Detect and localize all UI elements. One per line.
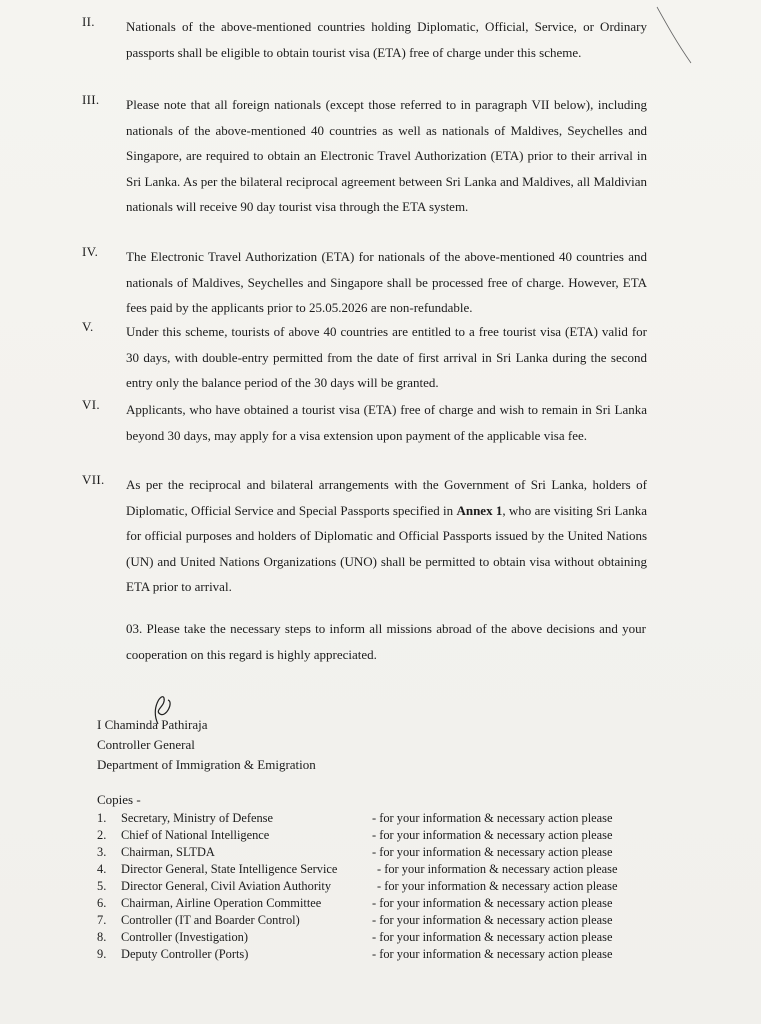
paragraph-iv [82,244,647,321]
paragraph-number: II. [82,14,95,29]
paragraph-vi [82,397,647,448]
copy-row [97,844,657,861]
pen-mark [655,5,695,65]
paragraph-text: Nationals of the above-mentioned countries holding Diplomatic, Official, Service, or Ordinary passports shall be eligible to obtain tourist visa (ETA) free of charge under this scheme. [126,19,647,60]
paragraph-number: VII. [82,472,105,487]
copy-row [97,912,657,929]
paragraph-v [82,319,647,396]
signature-block [97,715,316,775]
paragraph-number: III. [82,92,100,107]
paragraph-text: Please note that all foreign nationals (except those referred to in paragraph VII below), including nationals of the above-mentioned 40 countries as well as nationals of Maldives, Seychelles and Singapore, are required to obtain an Electronic Travel Authorization (ETA) prior to their arrival in Sri Lanka. As per the bilateral reciprocal agreement between Sri Lanka and Maldives, all Maldivian nationals will receive 90 day tourist visa through the ETA system. [126,97,647,215]
signatory-name: I Chaminda Pathiraja [97,717,208,732]
paragraph-text: Under this scheme, tourists of above 40 countries are entitled to a free tourist visa (ETA) valid for 30 days, with double-entry permitted from the date of first arrival in Sri Lanka during the second entry only the balance period of the 30 days will be granted. [126,324,647,391]
annex-reference: Annex 1 [456,502,503,518]
copy-action: - for your information & necessary action please [372,930,613,944]
copy-recipient: Chairman, Airline Operation Committee [121,896,322,910]
paragraph-text-start: As per the reciprocal and bilateral arrangements with the Government of Sri Lanka, holders of Diplomatic, Official Service and Special Passports specified in [126,477,647,518]
paragraph-text [126,472,647,600]
copy-number: 7. [97,913,107,927]
copy-row [97,946,657,963]
copy-row [97,827,657,844]
copy-action: - for your information & necessary action please [377,879,618,893]
copy-action: - for your information & necessary action please [372,896,613,910]
paragraph-number: IV. [82,244,99,259]
paragraph-text: Applicants, who have obtained a tourist visa (ETA) free of charge and wish to remain in Sri Lanka beyond 30 days, may apply for a visa extension upon payment of the applicable visa fee. [126,402,647,443]
copy-recipient: Director General, State Intelligence Service [121,862,338,876]
signatory-department: Department of Immigration & Emigration [97,757,316,772]
copy-action: - for your information & necessary action please [372,845,613,859]
copy-action: - for your information & necessary action please [377,862,618,876]
copy-action: - for your information & necessary action please [372,947,613,961]
paragraph-text-end: , who are visiting Sri Lanka for official purposes and holders of Diplomatic and Official Passports issued by the United Nations (UN) and United Nations Organizations (UNO) shall be permitted to obtain visa without obtaining ETA prior to arrival. [126,502,648,595]
copy-number: 6. [97,896,107,910]
copy-recipient: Director General, Civil Aviation Authority [121,879,332,893]
paragraph-ii [82,14,647,65]
copy-row [97,861,657,878]
copy-row [97,929,657,946]
copy-number: 8. [97,930,107,944]
copy-number: 4. [97,862,107,876]
paragraph-text: The Electronic Travel Authorization (ETA) for nationals of the above-mentioned 40 countries and nationals of Maldives, Seychelles and Singapore shall be processed free of charge. However, ETA fees paid by the applicants prior to 25.05.2026 are non-refundable. [126,249,647,316]
copy-action: - for your information & necessary action please [372,913,613,927]
copy-number: 2. [97,828,107,842]
copy-row [97,895,657,912]
copy-recipient: Secretary, Ministry of Defense [121,811,273,825]
copy-recipient: Deputy Controller (Ports) [121,947,249,961]
copy-recipient: Controller (Investigation) [121,930,248,944]
signatory-title: Controller General [97,737,195,752]
paragraph-03: 03. Please take the necessary steps to inform all missions abroad of the above decisions and your cooperation on this regard is highly appreciated. [126,621,646,662]
copies-heading: Copies - [97,792,141,807]
copy-number: 1. [97,811,107,825]
copy-number: 5. [97,879,107,893]
paragraph-number: VI. [82,397,100,412]
paragraph-vii [82,472,647,600]
copy-recipient: Chief of National Intelligence [121,828,270,842]
copy-row [97,810,657,827]
copy-action: - for your information & necessary action please [372,828,613,842]
copy-action: - for your information & necessary action please [372,811,613,825]
copy-row [97,878,657,895]
copy-recipient: Controller (IT and Boarder Control) [121,913,300,927]
copy-number: 9. [97,947,107,961]
copy-number: 3. [97,845,107,859]
paragraph-number: V. [82,319,94,334]
copy-recipient: Chairman, SLTDA [121,845,215,859]
paragraph-iii [82,92,647,220]
